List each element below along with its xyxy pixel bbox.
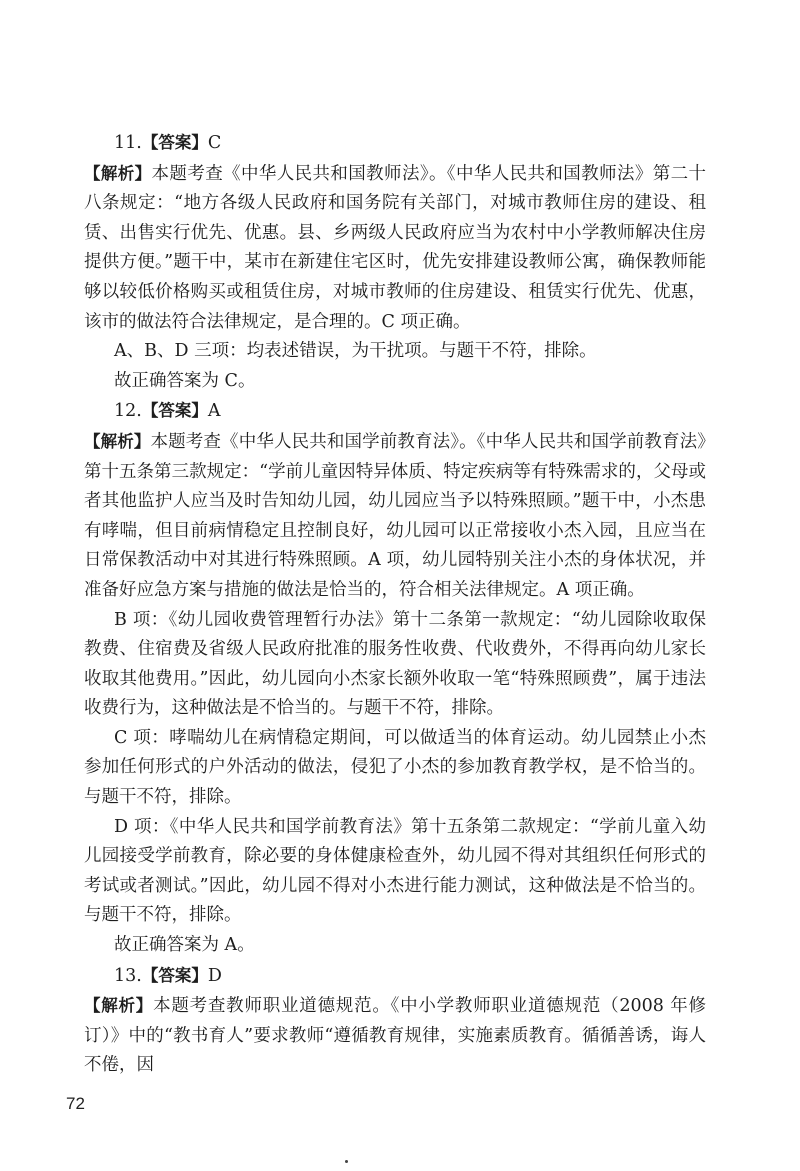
q12-analysis-text: 本题考查《中华人民共和国学前教育法》。《中华人民共和国学前教育法》第十五条第三款规定：“学前儿童因特异体质、特定疾病等有特殊需求的，父母或者其他监护人应当及时告知幼儿园，幼儿园应当予以特殊照顾。”题干中，小杰患有哮喘，但目前病情稳定且控制良好，幼儿园可以正常接收小杰入园，且应当在日常保教活动中对其进行特殊照顾。A 项，幼儿园特别关注小杰的身体状况，并准备好应急方案与措施的做法是恰当的，符合相关法律规定。A 项正确。 [84,431,707,600]
q13-analysis-tag: 【解析】 [84,996,154,1016]
answer-explanations [84,128,706,1081]
q11-answer-line [84,128,706,159]
q11-number: 11. [114,133,142,153]
q11-other-options: A、B、D 三项：均表述错误，为干扰项。与题干不符，排除。 [114,341,597,362]
q12-conclusion: 故正确答案为 A。 [114,935,255,956]
q13-number: 13. [114,965,142,986]
q11-analysis [84,159,706,338]
page-number: 72 [66,1094,85,1113]
scan-dot [345,1160,348,1163]
q13-answer-tag: 【答案】 [141,965,208,985]
q13-answer-line [84,961,706,992]
q12-analysis [84,427,706,606]
q13-analysis-text: 本题考查教师职业道德规范。《中小学教师职业道德规范（2008 年修订）》中的“教书育人”要求教师“遵循教育规律，实施素质教育。循循善诱，诲人不倦，因 [84,996,707,1076]
q11-answer-tag: 【答案】 [141,133,208,152]
q12-answer: A [207,401,221,422]
q11-conclusion: 故正确答案为 C。 [114,370,256,391]
q11-analysis-text: 本题考查《中华人民共和国教师法》。《中华人民共和国教师法》第二十八条规定：“地方各级人民政府和国务院有关部门，对城市教师住房的建设、租赁、出售实行优先、优惠。县、乡两级人民政府应当为农村中小学教师解决住房提供方便。”题干中，某市在新建住宅区时，优先安排建设教师公寓，确保教师能够以较低价格购买或租赁住房，对城市教师的住房建设、租赁实行优先、优惠，该市的做法符合法律规定，是合理的。C 项正确。 [84,163,707,332]
q12-option-d: D 项：《中华人民共和国学前教育法》第十五条第二款规定：“学前儿童入幼儿园接受学前教育，除必要的身体健康检查外，幼儿园不得对其组织任何形式的考试或者测试。”因此，幼儿园不得对小杰进行能力测试，这种做法是不恰当的。与题干不符，排除。 [84,816,706,926]
q12-option-c: C 项：哮喘幼儿在病情稳定期间，可以做适当的体育运动。幼儿园禁止小杰参加任何形式的户外活动的做法，侵犯了小杰的参加教育教学权，是不恰当的。与题干不符，排除。 [84,727,706,808]
q12-answer-line [84,396,706,427]
q13-analysis [84,991,706,1081]
q13-answer: D [207,965,222,986]
q12-option-b: B 项：《幼儿园收费管理暂行办法》第十二条第一款规定：“幼儿园除收取保教费、住宿费及省级人民政府批准的服务性收费、代收费外，不得再向幼儿家长收取其他费用。”因此，幼儿园向小杰家长额外收取一笔“特殊照顾费”，属于违法收费行为，这种做法是不恰当的。与题干不符，排除。 [84,609,706,719]
q12-analysis-tag: 【解析】 [84,431,151,451]
q12-answer-tag: 【答案】 [141,401,208,421]
q12-number: 12. [114,401,142,422]
q11-answer: C [207,133,222,153]
q11-analysis-tag: 【解析】 [84,163,152,183]
